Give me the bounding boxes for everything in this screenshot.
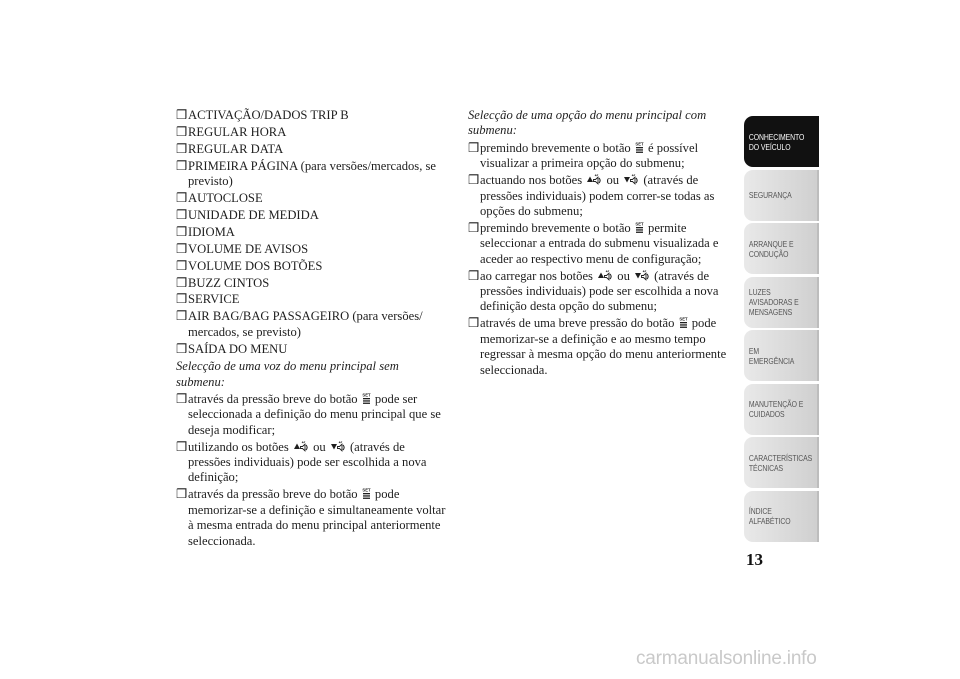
menu-option-label: AIR BAG/BAG PASSAGEIRO (para versões/ mercados, se previsto) [188,309,423,339]
chapter-tab-6[interactable] [744,384,819,435]
up-volume-button-icon [597,269,613,282]
tab-edge [817,437,819,488]
list-item: ❒ utilizando os botões ou (através de pressões individuais) pode ser escolhida a nova definição; [176,439,427,485]
menu-option-item [176,125,448,140]
menu-option-item [176,225,448,240]
page-number: 13 [746,550,763,569]
chapter-tab-label: MANUTENÇÃO E CUIDADOS [748,399,804,419]
list-item: ❒ através da pressão breve do botão SET pode ser seleccionada a definição do menu principal que se deseja modificar; [176,391,441,437]
chapter-tab-label: CONHECIMENTO DO VEÍCULO [748,131,805,152]
svg-text:SET: SET [679,316,688,322]
tab-edge [817,116,819,167]
bullet-box: ❒ [468,268,480,283]
menu-option-item [176,242,448,257]
chapter-tab-2[interactable] [744,170,819,221]
chapter-tab-7[interactable] [744,437,819,488]
down-volume-button-icon [330,440,346,453]
bullet-box: ❒ [176,341,188,356]
chapter-tab-label: SEGURANÇA [748,190,792,200]
up-volume-button-icon [293,440,309,453]
bullet-box: ❒ [176,275,188,290]
list-item: ❒ através da pressão breve do botão SET pode memorizar-se a definição e simultaneamente voltar à mesma entrada do menu principal anteriormente seleccionada. [176,487,446,548]
menu-option-label: SERVICE [188,292,240,307]
list-item: ❒ ao carregar nos botões ou (através de pressões individuais) pode ser escolhida a nova definição desta opção do submenu; [468,268,719,314]
menu-options-list [176,108,448,357]
bullet-box: ❒ [468,173,480,188]
set-button-icon [362,487,371,500]
menu-option-label: SAÍDA DO MENU [188,341,288,356]
chapter-tab-label: EM EMERGÊNCIA [748,345,795,366]
menu-option-label: VOLUME DOS BOTÕES [188,258,323,273]
svg-text:SET: SET [362,487,371,493]
svg-text:SET: SET [635,141,644,147]
menu-option-label: ACTIVAÇÃO/DADOS TRIP B [188,108,349,122]
left-text-column [176,108,448,549]
chapter-tab-3[interactable] [744,223,819,274]
watermark: carmanualsonline.info [636,648,817,669]
bullet-box: ❒ [468,316,480,331]
tab-edge [817,384,819,435]
bullet-box: ❒ [176,258,188,273]
bullet-box: ❒ [176,108,188,122]
menu-option-item [176,191,448,206]
bullet-box: ❒ [176,141,188,156]
bullet-box: ❒ [176,207,188,222]
menu-option-label: AUTOCLOSE [188,191,263,206]
menu-option-label: BUZZ CINTOS [188,275,270,290]
menu-option-item [176,142,448,157]
bullet-box: ❒ [176,241,188,256]
bullet-box: ❒ [176,124,188,139]
menu-option-item [176,208,448,223]
chapter-tab-label: ÍNDICE ALFABÉTICO [748,506,791,526]
bullet-box: ❒ [176,191,188,206]
menu-option-item [176,292,448,307]
chapter-tab-label: ARRANQUE E CONDUÇÃO [748,238,794,259]
chapter-tab-label: CARACTERÍSTICAS TÉCNICAS [748,452,813,473]
bullet-box: ❒ [176,391,188,406]
chapter-tab-5[interactable] [744,330,819,381]
set-button-icon [679,316,688,329]
menu-option-label: PRIMEIRA PÁGINA (para versões/mercados, se previsto) [188,158,436,189]
list-item: ❒ premindo brevemente o botão SET permite seleccionar a entrada do submenu visualizada e aceder ao respectivo menu de configuração; [468,220,719,266]
section-heading-no-submenu: Selecção de uma voz do menu principal sem submenu: [176,359,399,389]
bullet-box: ❒ [176,309,188,324]
set-button-icon [635,221,644,234]
chapter-tab-1[interactable] [744,116,819,167]
tab-edge [817,170,819,221]
bullet-box: ❒ [176,158,188,173]
down-volume-button-icon [623,173,639,186]
bullet-box: ❒ [176,439,188,454]
menu-option-item [176,276,448,291]
chapter-tab-label: LUZES AVISADORAS E MENSAGENS [748,287,799,317]
menu-option-label: IDIOMA [188,224,235,239]
tab-edge [817,223,819,274]
bullet-box: ❒ [468,220,480,235]
svg-text:SET: SET [362,392,371,398]
menu-option-item [176,159,448,190]
chapter-tab-4[interactable] [744,277,819,328]
menu-option-item [176,259,448,274]
list-item: ❒ actuando nos botões ou (através de pressões individuais) podem correr-se todas as opções do submenu; [468,173,715,218]
bullet-box: ❒ [468,140,480,155]
tab-edge [817,277,819,328]
menu-option-label: REGULAR DATA [188,141,284,156]
chapter-tab-8[interactable] [744,491,819,542]
bullet-box: ❒ [176,487,188,502]
set-button-icon [362,392,371,405]
section-heading-with-submenu: Selecção de uma opção do menu principal com submenu: [468,108,707,138]
menu-option-item [176,342,448,357]
menu-option-label: VOLUME DE AVISOS [188,241,309,256]
right-text-column [468,108,740,378]
menu-option-label: UNIDADE DE MEDIDA [188,207,319,222]
tab-edge [817,491,819,542]
set-button-icon [635,141,644,154]
down-volume-button-icon [634,269,650,282]
menu-option-item [176,309,448,340]
menu-option-item [176,108,448,123]
tab-edge [817,330,819,381]
chapter-tabs [744,116,819,544]
bullet-box: ❒ [176,224,188,239]
bullet-box: ❒ [176,292,188,307]
menu-option-label: REGULAR HORA [188,124,287,139]
up-volume-button-icon [586,173,602,186]
svg-text:SET: SET [635,221,644,227]
list-item: ❒ através de uma breve pressão do botão SET pode memorizar-se a definição e ao mesmo tempo regressar à mesma opção do menu anteriormente seleccionada. [468,316,727,377]
list-item: ❒ premindo brevemente o botão SET é possível visualizar a primeira opção do submenu; [468,140,699,171]
